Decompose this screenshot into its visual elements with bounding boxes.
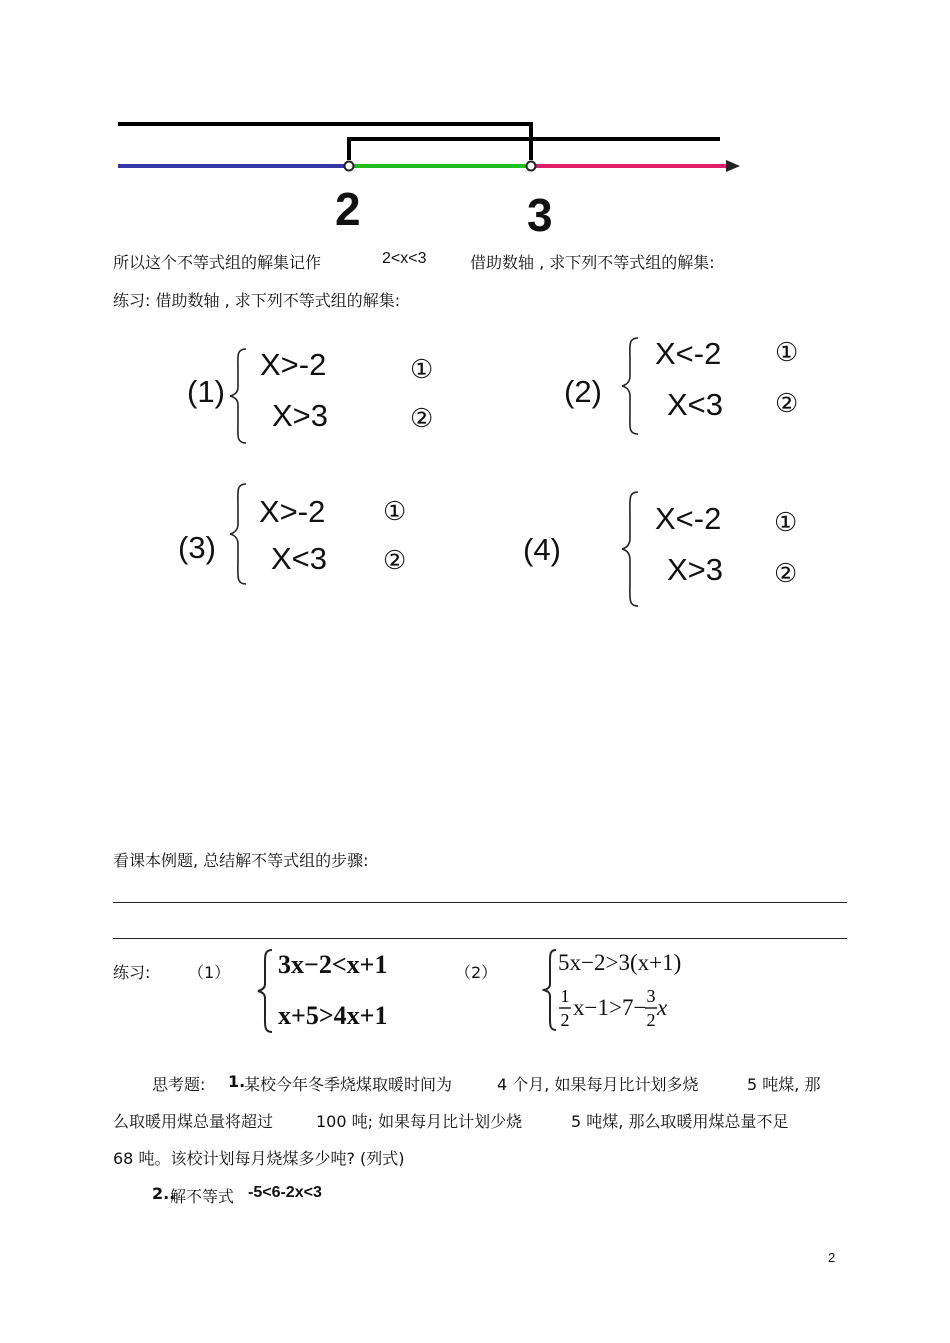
system-4-label: (4)	[523, 532, 561, 567]
number-line-figure	[0, 0, 950, 250]
brace-icon	[620, 490, 642, 608]
system-3-label: (3)	[178, 530, 216, 565]
answer-line-1[interactable]	[113, 902, 847, 903]
system-2-label: (2)	[564, 374, 602, 409]
think-prefix: 思考题:	[152, 1075, 206, 1094]
think-2-text: 解不等式	[170, 1187, 235, 1206]
svg-text:1: 1	[560, 986, 570, 1006]
system-1-mark1: ①	[410, 355, 434, 385]
bracket-lower	[349, 139, 720, 160]
solution-text: 所以这个不等式组的解集记作	[113, 253, 322, 272]
brace-icon	[256, 948, 276, 1034]
exercise-2-line2: x−1>7−	[573, 995, 647, 1020]
tick-label-2: 2	[335, 183, 361, 235]
tick-label-3: 3	[527, 189, 553, 241]
system-2-mark1: ①	[775, 338, 799, 368]
fraction-one-half	[558, 986, 572, 1030]
svg-text:3: 3	[646, 986, 656, 1006]
practice-intro: 练习: 借助数轴 , 求下列不等式组的解集:	[113, 291, 401, 310]
exercise-1-line2: x+5>4x+1	[278, 1001, 388, 1030]
practice2-number-1: （1）	[188, 963, 231, 982]
system-3-ineq1: X>-2	[259, 494, 326, 529]
solution-expr: 2<x<3	[382, 250, 427, 267]
brace-icon	[620, 336, 642, 436]
system-4-mark2: ②	[774, 559, 798, 589]
think-1-line3: 68 吨。该校计划每月烧煤多少吨? (列式)	[113, 1149, 405, 1168]
system-1-ineq2: X>3	[272, 398, 329, 433]
svg-text:2: 2	[646, 1010, 656, 1030]
brace-icon	[228, 347, 250, 445]
think-1-line2-b: 100 吨; 如果每月比计划少烧	[316, 1112, 523, 1131]
summary-prompt: 看课本例题, 总结解不等式组的步骤:	[113, 851, 369, 870]
system-3-mark1: ①	[383, 497, 407, 527]
solution-question: 借助数轴 , 求下列不等式组的解集:	[470, 253, 715, 272]
system-1-label: (1)	[187, 374, 225, 409]
think-1-line1-b: 4 个月, 如果每月比计划多烧	[497, 1075, 699, 1094]
think-1-line1-a: 某校今年冬季烧煤取暖时间为	[244, 1075, 453, 1094]
brace-icon	[228, 482, 250, 586]
system-2-ineq2: X<3	[667, 387, 724, 422]
system-1-mark2: ②	[410, 404, 434, 434]
think-2-number: 2..	[152, 1184, 176, 1203]
system-2-mark2: ②	[775, 389, 799, 419]
exercise-1-line1: 3x−2<x+1	[278, 950, 388, 979]
fraction-three-half	[644, 986, 658, 1030]
open-point-2	[345, 162, 354, 171]
page-number: 2	[828, 1250, 836, 1265]
system-3-mark2: ②	[383, 546, 407, 576]
think-1-line2-a: 么取暖用煤总量将超过	[113, 1112, 274, 1131]
practice2-label: 练习:	[113, 963, 151, 982]
open-point-3	[527, 162, 536, 171]
system-4-ineq1: X<-2	[655, 501, 722, 536]
think-2-expr: -5<6-2x<3	[248, 1184, 322, 1201]
practice2-number-2: （2）	[455, 963, 498, 982]
answer-line-2[interactable]	[113, 938, 847, 939]
think-1-line2-c: 5 吨煤, 那么取暖用煤总量不足	[571, 1112, 789, 1131]
bracket-top	[118, 124, 531, 160]
system-4-ineq2: X>3	[667, 552, 724, 587]
svg-text:2: 2	[560, 1010, 570, 1030]
think-1-line1-c: 5 吨煤, 那	[747, 1075, 821, 1094]
axis-arrow-icon	[726, 160, 740, 172]
exercise-2-line1: 5x−2>3(x+1)	[558, 950, 682, 975]
system-3-ineq2: X<3	[271, 541, 328, 576]
system-4-mark1: ①	[774, 508, 798, 538]
system-2-ineq1: X<-2	[655, 336, 722, 371]
system-1-ineq1: X>-2	[260, 347, 327, 382]
exercise-2-line2-end: x	[657, 995, 668, 1020]
think-1-number: 1.	[228, 1072, 246, 1091]
